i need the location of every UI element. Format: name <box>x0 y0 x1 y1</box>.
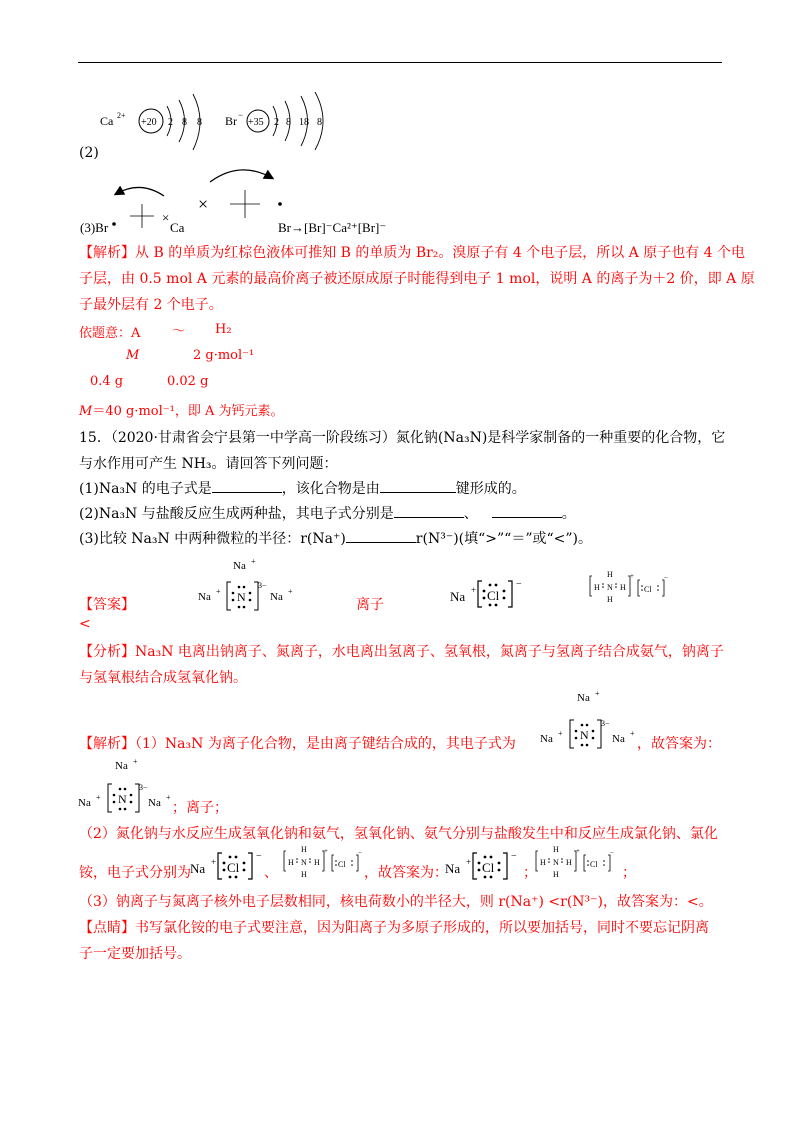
svg-text:Cl: Cl <box>338 860 346 869</box>
q3-number: (3)Br <box>80 220 109 235</box>
svg-text:N: N <box>553 858 559 867</box>
nh4cl-electron-formula-2 <box>282 843 364 883</box>
q3-product: Br→[Br]⁻Ca²⁺[Br]⁻ <box>278 220 387 235</box>
jiexi-s2f: ； <box>622 865 636 881</box>
svg-text:×: × <box>198 194 209 214</box>
svg-text:Na: Na <box>233 560 246 572</box>
jiexi-s2c: 、 <box>264 865 278 881</box>
q15-part1: (1)Na₃N 的电子式是 ，该化合物是由 键形成的。 <box>79 481 526 497</box>
q15-stem-line2: 与水作用可产生 NH₃。请回答下列问题： <box>79 456 338 472</box>
svg-text:N: N <box>607 583 613 592</box>
svg-text:Cl: Cl <box>590 860 598 869</box>
svg-text:3−: 3− <box>258 581 267 590</box>
svg-text:3−: 3− <box>139 783 148 792</box>
na3n-electron-formula-2 <box>540 690 640 752</box>
br-shell-3: 18 <box>299 117 309 128</box>
na3n-electron-formula-3 <box>78 758 178 818</box>
header-rule <box>78 62 722 63</box>
fenxi-line1: 【分析】Na₃N 电离出钠离子、氮离子，水电离出氢离子、氢氧根，氮离子与氢离子结合成氨气，钠离子 <box>79 644 724 660</box>
svg-text:H: H <box>553 870 559 879</box>
ca-nucleus: +20 <box>141 117 157 128</box>
na3n-electron-formula <box>196 558 296 612</box>
svg-text:Na: Na <box>270 591 283 603</box>
nacl-electron-formula-3 <box>445 847 525 883</box>
jiexi-s1b: ，故答案为： <box>637 736 721 752</box>
br-shell-2: 8 <box>286 117 291 128</box>
jiexi-s2d: ，故答案为： <box>364 865 448 881</box>
blank <box>212 480 282 493</box>
svg-text:−: − <box>516 579 522 590</box>
analysis-tag: 【解析】 <box>79 245 135 261</box>
svg-text:H: H <box>301 845 307 854</box>
svg-text:N: N <box>580 728 589 742</box>
blank <box>346 530 416 543</box>
svg-text:Na: Na <box>577 692 590 704</box>
svg-text:−: − <box>664 574 668 582</box>
svg-text:+: + <box>471 585 477 595</box>
svg-text:+: + <box>324 847 328 855</box>
svg-text:Na: Na <box>148 797 161 809</box>
svg-text:H: H <box>607 570 613 579</box>
svg-text:N: N <box>118 792 127 806</box>
svg-text:+: + <box>251 558 256 566</box>
q15-stem-line1: 15．（2020·甘肃省会宁县第一中学高一阶段练习）氮化钠(Na₃N)是科学家制备的一种重要的化合物，它 <box>79 430 726 446</box>
calc-h2: H₂ <box>215 322 232 337</box>
jiexi-s2e: ； <box>523 865 537 881</box>
nacl-electron-formula <box>450 575 530 611</box>
br-symbol: Br <box>225 114 237 128</box>
svg-text:+: + <box>595 690 600 698</box>
svg-text:H: H <box>301 870 307 879</box>
answer-compare: < <box>79 616 91 632</box>
analysis13-line3: 子最外层有 2 个电子。 <box>79 297 223 313</box>
br-nucleus: +35 <box>248 117 264 128</box>
svg-text:Cl: Cl <box>482 860 495 875</box>
blank <box>394 505 464 518</box>
svg-text:H: H <box>553 845 559 854</box>
analysis13-line1: 【解析】从 B 的单质为红棕色液体可推知 B 的单质为 Br₂。溴原子有 4 个电子层，所以 A 原子也有 4 个电 <box>79 245 746 261</box>
svg-text:+: + <box>576 847 580 855</box>
svg-text:−: − <box>511 851 517 862</box>
q15-part3: (3)比较 Na₃N 中两种微粒的半径：r(Na⁺) r(N³⁻)(填“>”“＝”或“<”)。 <box>79 531 592 547</box>
svg-text:Cl: Cl <box>644 585 652 594</box>
svg-text:H: H <box>594 583 600 592</box>
svg-text:−: − <box>358 849 362 857</box>
dianjing-line2: 子一定要加括号。 <box>79 946 191 962</box>
br-shell-4: 8 <box>317 117 322 128</box>
nacl-electron-formula-2 <box>190 847 270 883</box>
svg-text:+: + <box>466 857 472 867</box>
answer-tag: 【答案】 <box>79 597 135 613</box>
svg-text:+: + <box>96 793 101 802</box>
analysis13-line2: 子层，由 0.5 mol A 元素的最高价离子被还原成原子时能得到电子 1 mol，说明 A 的离子为＋2 价，即 A 原 <box>79 271 755 287</box>
svg-text:Na: Na <box>450 589 466 604</box>
blank <box>492 505 562 518</box>
svg-text:Na: Na <box>445 861 461 876</box>
svg-text:−: − <box>256 851 262 862</box>
ca-shell-2: 8 <box>182 117 187 128</box>
svg-text:Cl: Cl <box>487 588 500 603</box>
svg-text:Cl: Cl <box>227 860 240 875</box>
br-shell-1: 2 <box>274 117 279 128</box>
calc-mass-h2: 0.02 g <box>167 374 209 389</box>
svg-text:H: H <box>620 583 626 592</box>
svg-text:+: + <box>630 572 634 580</box>
svg-text:Na: Na <box>612 733 625 745</box>
calc-tilde: ～ <box>172 324 186 339</box>
nh4cl-electron-formula-3 <box>534 843 616 883</box>
q15-part2: (2)Na₃N 与盐酸反应生成两种盐，其电子式分别是 、 。 <box>79 506 576 522</box>
svg-text:N: N <box>237 590 246 604</box>
svg-text:−: − <box>610 849 614 857</box>
svg-text:H: H <box>314 858 320 867</box>
svg-text:Na: Na <box>198 591 211 603</box>
jiexi-s2a: （2）氮化钠与水反应生成氢氧化钠和氨气，氢氧化钠、氨气分别与盐酸发生中和反应生成氯化钠、氯化 <box>79 826 718 842</box>
nh4cl-electron-formula <box>588 568 670 608</box>
svg-text:+: + <box>288 587 293 596</box>
ca-charge: 2+ <box>117 111 126 120</box>
svg-text:H: H <box>607 595 613 604</box>
svg-text:+: + <box>133 758 138 766</box>
calc-m: M <box>126 348 140 363</box>
svg-text:H: H <box>540 858 546 867</box>
svg-text:N: N <box>301 858 307 867</box>
ca-shell-1: 2 <box>168 117 173 128</box>
dianjing-line1: 【点睛】书写氯化铵的电子式要注意，因为阳离子为多原子形成的，所以要加括号，同时不要忘记阴离 <box>79 920 709 936</box>
svg-text:×: × <box>162 210 170 225</box>
ca-shell-3: 8 <box>197 117 202 128</box>
answer-bond: 离子 <box>356 596 384 612</box>
svg-text:+: + <box>216 587 221 596</box>
ca-symbol: Ca <box>100 114 114 128</box>
fenxi-line2: 与氢氧根结合成氢氧化钠。 <box>79 670 247 686</box>
q2-number: (2) <box>79 145 99 161</box>
calc-mass-a: 0.4 g <box>90 374 124 389</box>
ca-ion-structure <box>95 92 345 154</box>
calc-a: 依题意：A <box>79 326 141 341</box>
svg-text:Na: Na <box>78 797 91 809</box>
svg-text:+: + <box>558 729 563 738</box>
calc-molar: 2 g·mol⁻¹ <box>193 348 255 363</box>
jiexi-s2b: 铵，电子式分别为 <box>79 865 191 881</box>
svg-text:Na: Na <box>115 760 128 772</box>
br-charge: − <box>238 110 244 120</box>
svg-text:H: H <box>566 858 572 867</box>
svg-text:+: + <box>211 857 217 867</box>
svg-text:Na: Na <box>190 861 206 876</box>
svg-text:H: H <box>288 858 294 867</box>
calc-result: M＝40 g·mol⁻¹，即 A 为钙元素。 <box>79 404 284 419</box>
svg-text:3−: 3− <box>601 719 610 728</box>
jiexi-s1a: 【解析】（1）Na₃N 为离子化合物，是由离子键结合成的，其电子式为 <box>79 736 516 752</box>
jiexi-s1c: ；离子； <box>172 800 228 816</box>
cabr2-formation-diagram <box>80 160 500 238</box>
blank <box>380 480 456 493</box>
svg-text:+: + <box>166 793 171 802</box>
svg-text:Na: Na <box>540 733 553 745</box>
svg-text:+: + <box>630 729 635 738</box>
jiexi-s3: （3）钠离子与氮离子核外电子层数相同，核电荷数小的半径大，则 r(Na⁺) <r(N³⁻)，故答案为：<。 <box>79 894 713 910</box>
q3-ca: Ca <box>170 220 185 235</box>
